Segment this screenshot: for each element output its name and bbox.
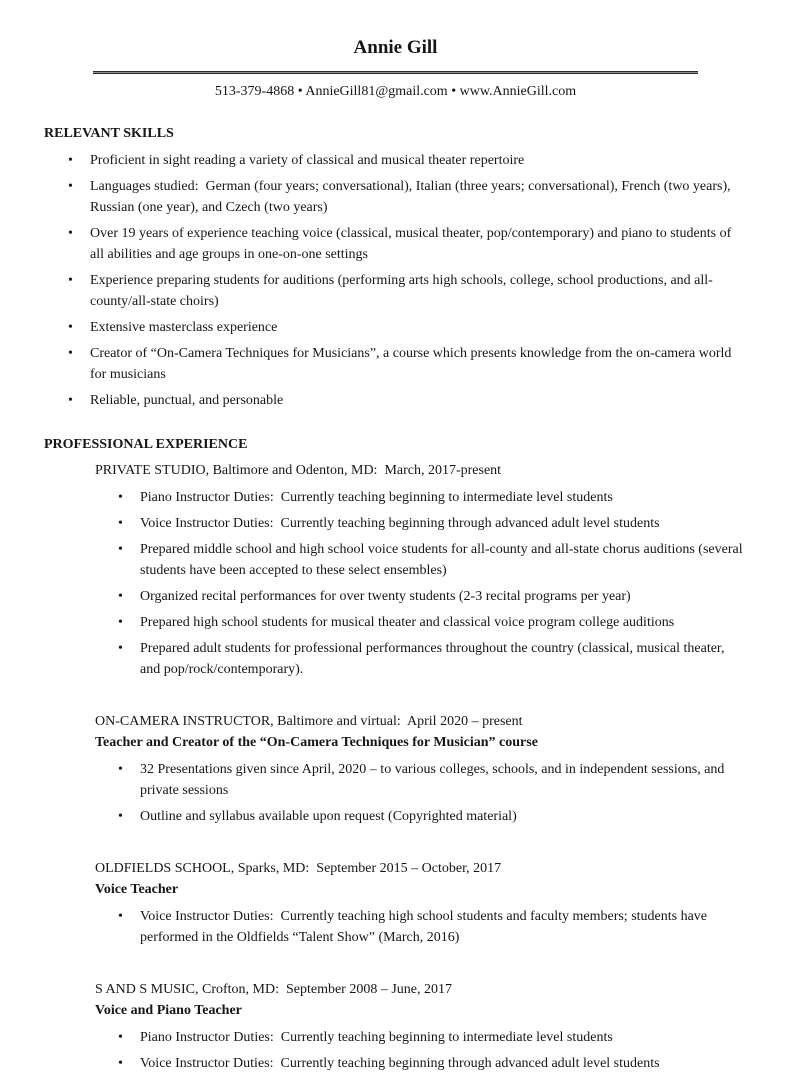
list-item bbox=[44, 539, 747, 581]
bullet-icon: • bbox=[118, 909, 123, 924]
list-item bbox=[44, 223, 747, 265]
job-bullet-text: Prepared high school students for musical theater and classical voice program college auditions bbox=[140, 615, 675, 630]
job-bullet-text: Voice Instructor Duties: Currently teaching beginning through advanced adult level students bbox=[140, 1056, 660, 1071]
job-bullet-text: Outline and syllabus available upon request (Copyrighted material) bbox=[140, 809, 517, 824]
bullet-icon: • bbox=[68, 320, 73, 335]
job-bullet-list bbox=[44, 1027, 747, 1074]
list-item bbox=[44, 487, 747, 508]
list-item bbox=[44, 270, 747, 312]
bullet-icon: • bbox=[118, 762, 123, 777]
skill-text: Creator of “On-Camera Techniques for Musicians”, a course which presents knowledge from the on-camera world for musicians bbox=[90, 346, 735, 382]
job-title: OLDFIELDS SCHOOL, Sparks, MD: September 2015 – October, 2017 bbox=[95, 861, 502, 876]
job-title: S AND S MUSIC, Crofton, MD: September 2008 – June, 2017 bbox=[95, 982, 453, 997]
bullet-icon: • bbox=[118, 615, 123, 630]
job-entry bbox=[44, 858, 747, 948]
job-bullet-text: Piano Instructor Duties: Currently teaching beginning to intermediate level students bbox=[140, 1030, 613, 1045]
header-rule bbox=[93, 71, 698, 74]
jobs bbox=[44, 460, 747, 1074]
job-bullet-list bbox=[44, 759, 747, 827]
job-entry bbox=[44, 460, 747, 680]
list-item bbox=[44, 390, 747, 411]
bullet-icon: • bbox=[68, 179, 73, 194]
list-item bbox=[44, 150, 747, 171]
job-subtitle: Voice Teacher bbox=[95, 882, 179, 897]
page-title: Annie Gill bbox=[353, 37, 438, 58]
list-item bbox=[44, 906, 747, 948]
job-bullet-text: 32 Presentations given since April, 2020 – to various colleges, schools, and in independent sessions, and private sessions bbox=[140, 762, 728, 798]
list-item bbox=[44, 612, 747, 633]
bullet-icon: • bbox=[118, 516, 123, 531]
bullet-icon: • bbox=[68, 153, 73, 168]
list-item bbox=[44, 806, 747, 827]
job-subtitle: Voice and Piano Teacher bbox=[95, 1003, 242, 1018]
skill-text: Languages studied: German (four years; conversational), Italian (three years; conversational), French (two years), Russian (one year), and Czech (two years) bbox=[90, 179, 735, 215]
bullet-icon: • bbox=[68, 273, 73, 288]
job-bullet-text: Voice Instructor Duties: Currently teaching beginning through advanced adult level students bbox=[140, 516, 660, 531]
job-entry bbox=[44, 711, 747, 827]
bullet-icon: • bbox=[118, 641, 123, 656]
list-item bbox=[44, 1027, 747, 1048]
skills-section-heading: RELEVANT SKILLS bbox=[44, 126, 174, 141]
bullet-icon: • bbox=[118, 490, 123, 505]
bullet-icon: • bbox=[68, 393, 73, 408]
skill-text: Experience preparing students for auditions (performing arts high schools, college, school productions, and all-county/all-state choirs) bbox=[90, 273, 713, 309]
list-item bbox=[44, 638, 747, 680]
list-item bbox=[44, 1053, 747, 1074]
bullet-icon: • bbox=[118, 589, 123, 604]
job-entry bbox=[44, 979, 747, 1074]
job-bullet-text: Prepared adult students for professional performances throughout the country (classical, musical theater, and pop/rock/contemporary). bbox=[140, 641, 729, 677]
bullet-icon: • bbox=[118, 809, 123, 824]
bullet-icon: • bbox=[68, 226, 73, 241]
job-subtitle: Teacher and Creator of the “On-Camera Techniques for Musician” course bbox=[95, 735, 538, 750]
bullet-icon: • bbox=[118, 1056, 123, 1071]
bullet-icon: • bbox=[118, 1030, 123, 1045]
list-item bbox=[44, 176, 747, 218]
list-item bbox=[44, 586, 747, 607]
job-bullet-text: Prepared middle school and high school voice students for all-county and all-state chorus auditions (several students have been accepted to these select ensembles) bbox=[140, 542, 747, 578]
job-bullet-text: Voice Instructor Duties: Currently teaching high school students and faculty members; students have performed in the Oldfields “Talent Show” (March, 2016) bbox=[140, 909, 711, 945]
job-bullet-list bbox=[44, 487, 747, 680]
job-title: ON-CAMERA INSTRUCTOR, Baltimore and virtual: April 2020 – present bbox=[95, 714, 523, 729]
skills-list bbox=[44, 150, 747, 411]
list-item bbox=[44, 759, 747, 801]
job-bullet-text: Organized recital performances for over twenty students (2-3 recital programs per year) bbox=[140, 589, 631, 604]
job-bullet-text: Piano Instructor Duties: Currently teaching beginning to intermediate level students bbox=[140, 490, 613, 505]
job-bullet-list bbox=[44, 906, 747, 948]
job-title: PRIVATE STUDIO, Baltimore and Odenton, MD: March, 2017-present bbox=[95, 463, 502, 478]
list-item bbox=[44, 343, 747, 385]
skill-text: Proficient in sight reading a variety of classical and musical theater repertoire bbox=[90, 153, 525, 168]
skill-text: Reliable, punctual, and personable bbox=[90, 393, 284, 408]
contact-line: 513-379-4868 • AnnieGill81@gmail.com • www.AnnieGill.com bbox=[214, 84, 577, 99]
list-item bbox=[44, 513, 747, 534]
skill-text: Over 19 years of experience teaching voice (classical, musical theater, pop/contemporary) and piano to students of all abilities and age groups in one-on-one settings bbox=[90, 226, 735, 262]
experience-section-heading: PROFESSIONAL EXPERIENCE bbox=[44, 437, 248, 452]
list-item bbox=[44, 317, 747, 338]
bullet-icon: • bbox=[118, 542, 123, 557]
bullet-icon: • bbox=[68, 346, 73, 361]
skill-text: Extensive masterclass experience bbox=[90, 320, 278, 335]
